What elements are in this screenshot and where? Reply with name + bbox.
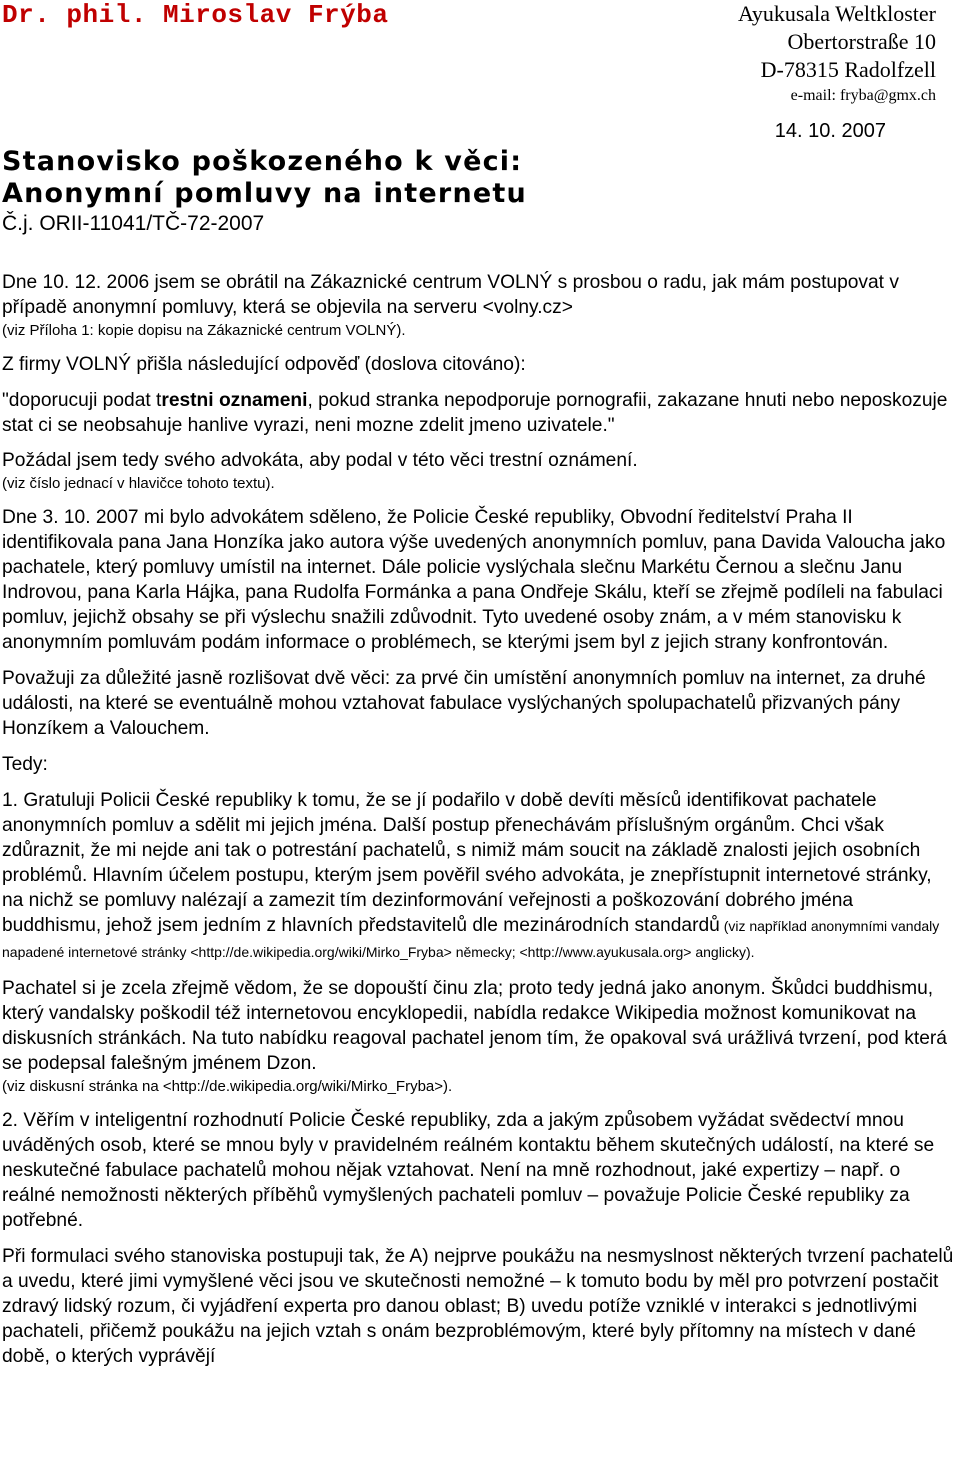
paragraph-10: Při formulaci svého stanoviska postupuji tak, že A) nejprve poukážu na nesmyslnost některých tvrzení pachatelů a uvedu, které jimi vymyšlené věci jsou ve skutečnosti nemožné – k tomuto bodu by měl pro potvrzení postačit zdravý lidský rozum, či vyjádření experta pro danou oblast; B) uvedu potíže vzniklé v interakci s jednotlivými pachateli, přičemž poukážu na jejich vztah s onám bezproblémovým, které byly přítomny na místech v dané době, o kterých vyprávějí	[2, 1246, 954, 1367]
paragraph-3: Požádal jsem tedy svého advokáta, aby podal v této věci trestní oznámení.	[2, 450, 638, 471]
paragraph-7-note: (viz například anonymními vandaly napadené internetové stránky <http://de.wikipedia.org/wiki/Mirko_Fryba> německy; <http://www.ayukusala.org> anglicky).	[2, 918, 940, 960]
email-line	[738, 84, 936, 108]
address-line-2: Obertorstraße 10	[787, 29, 936, 54]
paragraph-1-note: (viz Příloha 1: kopie dopisu na Zákaznické centrum VOLNÝ).	[2, 322, 406, 339]
quote-start: "doporucuji podat t	[2, 390, 162, 411]
paragraph-2: Z firmy VOLNÝ přišla následující odpověď (doslova citováno):	[2, 354, 526, 375]
paragraph-1: Dne 10. 12. 2006 jsem se obrátil na Zákaznické centrum VOLNÝ s prosbou o radu, jak mám postupovat v případě anonymní pomluvy, která se objevila na serveru <volny.cz>	[2, 272, 899, 318]
paragraph-7-text: 1. Gratuluji Policii České republiky k tomu, že se jí podařilo v době devíti měsíců identifikovat pachatele anonymních pomluv a sdělit mi jejich jména. Další postup přenechávám příslušným orgánům. Chci však zdůraznit, že mi nejde ani tak o potrestání pachatelů, s nimiž mám soucit na základě znalosti jejich osobních problémů. Hlavním účelem postupu, kterým jsem pověřil svého advokáta, je znepřístupnit internetové stránky, na nichž se pomluvy nalézají a zamezit tím dezinformování veřejnosti a poškozování dobrého jména buddhismu, jehož jsem jedním z hlavních představitelů dle mezinárodních standardů	[2, 790, 932, 936]
paragraph-8-note: (viz diskusní stránka na <http://de.wikipedia.org/wiki/Mirko_Fryba>).	[2, 1078, 453, 1095]
paragraph-4: Dne 3. 10. 2007 mi bylo advokátem sděleno, že Policie České republiky, Obvodní ředitelství Praha II identifikovala pana Jana Honzíka jako autora výše uvedených anonymních pomluv, pana Davida Valoucha jako pachatele, který pomluvy umístil na internet. Dále policie vyslýchala slečnu Markétu Černou a slečnu Janu Indrovou, pana Karla Hájka, pana Rudolfa Formánka a pana Ondřeje Skálu, kteří se zřejmě podíleli na fabulaci pomluv, jejichž obsahy se při výslechu snažili zdůvodnit. Tyto uvedené osoby znám, a v mém stanovisku k anonymním pomluvám podám informace o problémech, se kterými jsem byl z jejich strany konfrontován.	[2, 507, 946, 653]
paragraph-5: Považuji za důležité jasně rozlišovat dvě věci: za prvé čin umístění anonymních pomluv na internet, za druhé události, na které se eventuálně mohou vztahovat fabulace vyslýchaných spolupachatelů přizvaných pány Honzíkem a Valouchem.	[2, 668, 926, 739]
paragraph-3-note: (viz číslo jednací v hlavičce tohoto textu).	[2, 475, 275, 492]
sender-address	[738, 0, 936, 108]
paragraph-7	[2, 788, 957, 965]
paragraph-6: Tedy:	[2, 754, 48, 775]
quoted-reply	[2, 388, 957, 438]
paragraph-8: Pachatel si je zcela zřejmě vědom, že se dopouští činu zla; proto tedy jedná jako anonym. Škůdci buddhismu, který vandalsky poškodil též internetovou encyklopedii, nabídla redakce Wikipedia možnost komunikovat na diskusních stránkách. Na tuto nabídku reagoval pachatel jenom tím, že opakoval svá urážlivá tvrzení, pod která se podepsal falešným jménem Dzon.	[2, 978, 947, 1074]
email-label: e-mail:	[790, 87, 836, 104]
letter-body	[2, 270, 957, 1380]
address-line-3: D-78315 Radolfzell	[760, 57, 936, 82]
email-address: fryba@gmx.ch	[839, 87, 936, 104]
address-line-1: Ayukusala Weltkloster	[737, 1, 936, 26]
document-title	[2, 146, 527, 210]
letter-date: 14. 10. 2007	[774, 120, 886, 142]
paragraph-9: 2. Věřím v inteligentní rozhodnutí Policie České republiky, zda a jakým způsobem vyžádat svědectví mnou uváděných osob, které se mnou byly v pravidelném reálném kontaktu během skutečných událostí, na které se neskutečné fabulace pachatelů mohou nějak vztahovat. Není na mně rozhodnout, jaké expertizy – např. o reálné nemožnosti některých příběhů vymyšlených pachateli pomluv – považuje Policie České republiky za potřebné.	[2, 1110, 935, 1231]
author-name: Dr. phil. Miroslav Frýba	[2, 0, 389, 30]
reference-number: Č.j. ORII-11041/TČ-72-2007	[2, 212, 265, 235]
quote-rest: , pokud stranka nepodporuje pornografii, zakazane hnuti nebo neposkozuje stat ci se neobsahuje hanlive vyrazi, neni mozne zdelit jmeno uzivatele."	[2, 390, 948, 436]
title-line-1: Stanovisko poškozeného k věci:	[2, 146, 523, 177]
quote-bold: restni oznameni	[161, 390, 308, 411]
title-line-2: Anonymní pomluvy na internetu	[2, 178, 527, 209]
